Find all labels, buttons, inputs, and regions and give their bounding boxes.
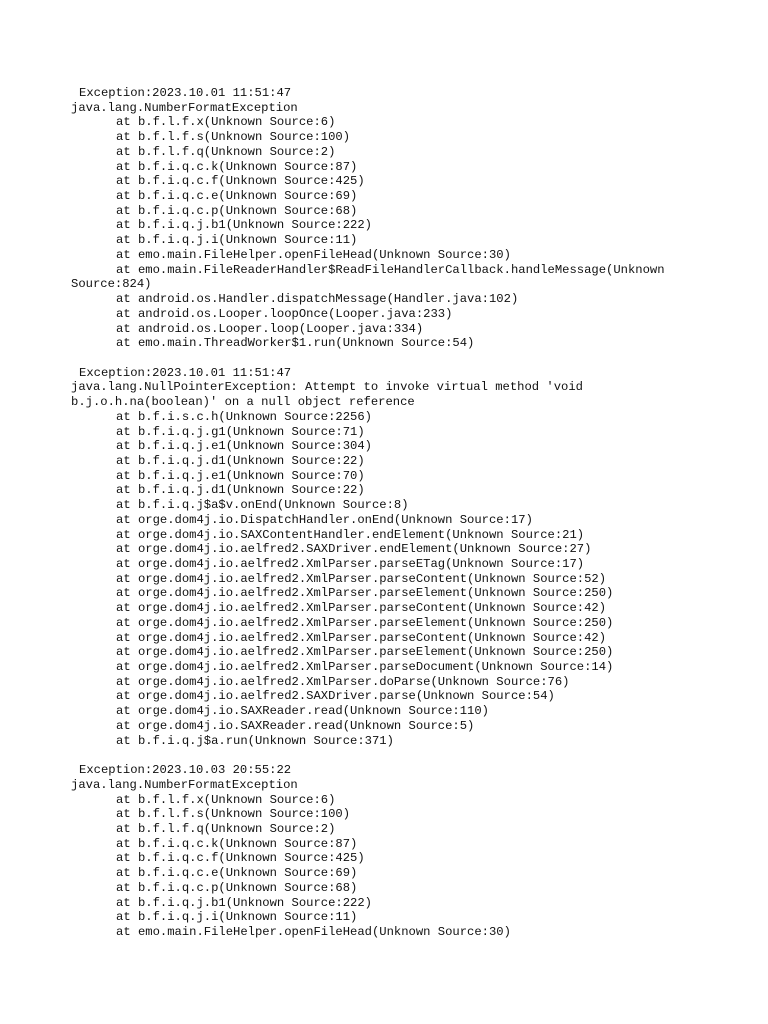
exception-entry [71, 86, 761, 351]
stack-frame: at b.f.i.q.c.p(Unknown Source:68) [116, 203, 358, 218]
exception-header: Exception:2023.10.01 11:51:47 [79, 365, 292, 380]
stack-frame: at emo.main.FileHelper.openFileHead(Unknown Source:30) [116, 247, 511, 262]
stack-frame-continuation: Source:824) [71, 277, 152, 292]
stack-frame: at b.f.l.f.s(Unknown Source:100) [116, 807, 351, 822]
exception-message: java.lang.NumberFormatException [71, 100, 298, 115]
exception-entry [71, 763, 761, 940]
stack-frame: at orge.dom4j.io.aelfred2.XmlParser.parseElement(Unknown Source:250) [116, 645, 614, 660]
stack-frame: at b.f.i.q.j.i(Unknown Source:11) [116, 233, 358, 248]
stack-frame: at b.f.l.f.q(Unknown Source:2) [116, 821, 336, 836]
exception-entry [71, 366, 761, 749]
stack-frame: at emo.main.ThreadWorker$1.run(Unknown Source:54) [116, 336, 475, 351]
stack-frame: at orge.dom4j.io.aelfred2.XmlParser.parseETag(Unknown Source:17) [116, 557, 585, 571]
stack-frame: at b.f.i.q.c.f(Unknown Source:425) [116, 851, 365, 866]
stack-frame: at orge.dom4j.io.aelfred2.XmlParser.parseDocument(Unknown Source:14) [116, 660, 614, 675]
stack-frame: at orge.dom4j.io.aelfred2.XmlParser.parseElement(Unknown Source:250) [116, 586, 614, 601]
stack-frame: at b.f.i.q.j.d1(Unknown Source:22) [116, 453, 365, 468]
exception-message: java.lang.NumberFormatException [71, 777, 298, 792]
exception-message: java.lang.NullPointerException: Attempt to invoke virtual method 'void [71, 380, 583, 395]
stack-frame: at orge.dom4j.io.aelfred2.XmlParser.parseContent(Unknown Source:42) [116, 630, 607, 645]
stack-frame: at b.f.i.q.j.d1(Unknown Source:22) [116, 483, 365, 498]
stack-frame: at orge.dom4j.io.DispatchHandler.onEnd(Unknown Source:17) [116, 512, 533, 527]
stack-frame: at b.f.l.f.x(Unknown Source:6) [116, 792, 336, 807]
stack-frame: at b.f.i.q.j$a.run(Unknown Source:371) [116, 733, 394, 748]
stack-frame: at b.f.i.q.j.e1(Unknown Source:304) [116, 439, 372, 454]
stack-frame: at b.f.l.f.q(Unknown Source:2) [116, 144, 336, 159]
exception-message: b.j.o.h.na(boolean)' on a null object reference [71, 395, 415, 410]
stack-frame: at orge.dom4j.io.SAXReader.read(Unknown Source:110) [116, 704, 489, 719]
stack-frame: at orge.dom4j.io.aelfred2.SAXDriver.parse(Unknown Source:54) [116, 689, 555, 704]
stack-frame: at b.f.i.s.c.h(Unknown Source:2256) [116, 409, 372, 424]
stack-frame: at b.f.i.q.c.e(Unknown Source:69) [116, 189, 358, 204]
stack-frame: at b.f.i.q.c.e(Unknown Source:69) [116, 866, 358, 881]
stack-frame: at orge.dom4j.io.aelfred2.XmlParser.doParse(Unknown Source:76) [116, 674, 570, 689]
stack-frame: at b.f.i.q.c.k(Unknown Source:87) [116, 159, 358, 174]
stack-frame: at b.f.i.q.j.e1(Unknown Source:70) [116, 468, 365, 483]
stack-frame: at b.f.i.q.j.b1(Unknown Source:222) [116, 218, 372, 233]
exception-header: Exception:2023.10.01 11:51:47 [79, 86, 292, 100]
stack-frame: at orge.dom4j.io.aelfred2.XmlParser.parseContent(Unknown Source:52) [116, 571, 607, 586]
stack-frame: at android.os.Looper.loopOnce(Looper.java:233) [116, 306, 453, 321]
stack-frame: at orge.dom4j.io.SAXContentHandler.endElement(Unknown Source:21) [116, 527, 585, 542]
stack-frame: at android.os.Handler.dispatchMessage(Handler.java:102) [116, 292, 519, 307]
stack-frame: at b.f.l.f.s(Unknown Source:100) [116, 130, 351, 145]
stack-frame: at orge.dom4j.io.aelfred2.XmlParser.parseElement(Unknown Source:250) [116, 615, 614, 630]
stack-frame: at emo.main.FileReaderHandler$ReadFileHandlerCallback.handleMessage(Unknown [116, 262, 665, 277]
exception-log-document [71, 86, 761, 940]
stack-frame: at b.f.i.q.j.i(Unknown Source:11) [116, 910, 358, 925]
stack-frame: at b.f.i.q.c.f(Unknown Source:425) [116, 174, 365, 189]
stack-frame: at orge.dom4j.io.SAXReader.read(Unknown Source:5) [116, 718, 475, 733]
stack-frame: at b.f.l.f.x(Unknown Source:6) [116, 115, 336, 130]
stack-frame: at emo.main.FileHelper.openFileHead(Unknown Source:30) [116, 924, 511, 939]
stack-frame: at b.f.i.q.j.b1(Unknown Source:222) [116, 895, 372, 910]
stack-frame: at b.f.i.q.j.g1(Unknown Source:71) [116, 424, 365, 439]
stack-frame: at android.os.Looper.loop(Looper.java:334) [116, 321, 424, 336]
stack-frame: at b.f.i.q.j$a$v.onEnd(Unknown Source:8) [116, 498, 409, 513]
stack-frame: at orge.dom4j.io.aelfred2.SAXDriver.endElement(Unknown Source:27) [116, 542, 592, 557]
stack-frame: at b.f.i.q.c.k(Unknown Source:87) [116, 836, 358, 851]
stack-frame: at b.f.i.q.c.p(Unknown Source:68) [116, 880, 358, 895]
stack-frame: at orge.dom4j.io.aelfred2.XmlParser.parseContent(Unknown Source:42) [116, 601, 607, 616]
exception-header: Exception:2023.10.03 20:55:22 [79, 763, 292, 778]
